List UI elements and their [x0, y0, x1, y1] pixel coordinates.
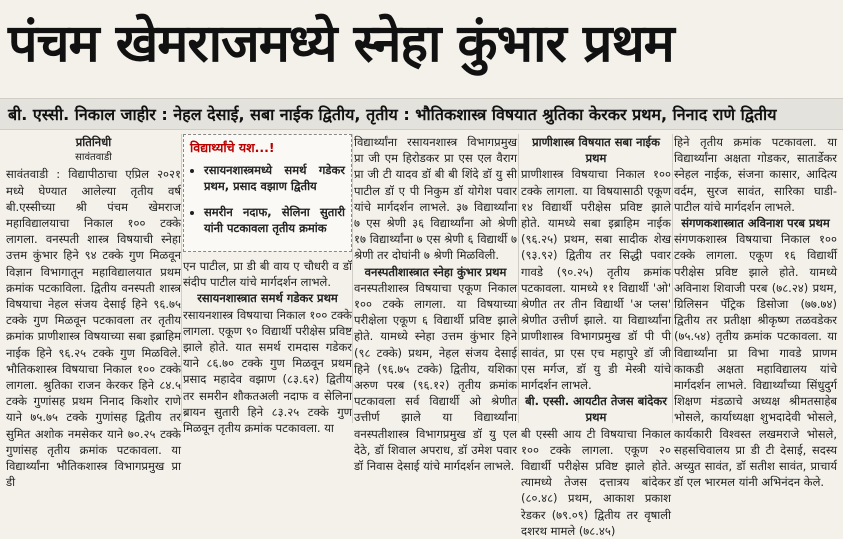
section-subheading: संगणकशास्त्रात अविनाश परब प्रथम: [681, 216, 830, 231]
article-paragraph: एन पाटील, प्रा डी बी वाय ए चौधरी व डॉ संदीप पाटील यांचे मार्गदर्शन लाभले.: [183, 259, 352, 290]
highlight-box-title: विद्यार्थ्यांचे यश...!: [190, 140, 275, 155]
headline: पंचम खेमराजमध्ये स्नेहा कुंभार प्रथम: [8, 14, 674, 74]
column-divider: [672, 134, 673, 423]
subheadline: बी. एस्सी. निकाल जाहीर : नेहल देसाई, सबा नाईक द्वितीय, तृतीय : भौतिकशास्त्र विषयात श्रुतिका केरकर प्रथम, निनाद राणे द्वितीय: [0, 98, 843, 130]
column-divider: [181, 134, 182, 423]
section-subheading: रसायनशास्त्रात समर्थ गडेकर प्रथम: [197, 291, 338, 306]
column-divider: [518, 134, 519, 423]
article-column-4: [521, 134, 671, 538]
column-divider: [352, 134, 353, 423]
byline-title: प्रतिनिधी: [75, 135, 112, 149]
article-column-1: [6, 134, 181, 490]
article-paragraph: बी एस्सी आय टी विषयाचा निकाल १०० टक्के लागला. एकूण २० विद्यार्थी परीक्षेस प्रविष्ट झाले होते. त्यामध्ये तेजस दत्तात्रय बांदेकर (८०.४८) प्रथम, आकाश प्रकाश रेडकर (७९.०९) द्वितीय तर वृषाली दशरथ मामले (७८.४५): [521, 426, 671, 538]
highlight-item: • रसायनशास्त्रमध्ये समर्थ गडेकर प्रथम, प्रसाद वझाण द्वितीय: [204, 162, 345, 194]
article-paragraph: संगणकशास्त्र विषयाचा निकाल १०० टक्के लागला. एकूण १६ विद्यार्थी परीक्षेस प्रविष्ट झाले होते. यामध्ये अविनाश शिवाजी परब (७८.२४) प्रथम, ग्रिलिसन पॅट्रिक डिसोजा (७७.७४) द्वितीय तर प्रतीक्षा श्रीकृष्ण तळवडेकर (७५.५४) तृतीय क्रमांक पटकावला. या विद्यार्थ्यांना प्रा विभा गावडे प्राणम काकडी अक्षता महाविद्यालय यांचे मार्गदर्शन लाभले. विद्यार्थ्यांच्या सिंधुदुर्ग शिक्षण मंडळाचे अध्यक्ष श्रीमतसाहेब भोसले, कार्याध्यक्षा शुभदादेवी भोसले, कार्यकारी विश्वस्त लखमराजे भोसले, सहसचिवालय प्रा डी टी देसाई, सदस्य अच्युत सावंत, डॉ सतीश सावंत, प्राचार्य डॉ एल भारमल यांनी अभिनंदन केले.: [674, 232, 837, 490]
article-paragraph: प्राणीशास्त्र विषयाचा निकाल १०० टक्के लागला. या विषयासाठी एकूण १४ विद्यार्थी परीक्षेस प्रविष्ट झाले होते. यामध्ये सबा इब्राहिम नाईक (९६.२५) प्रथम, सबा सादीक शेख (९३.९२) द्वितीय तर सिद्धी पवार गावडे (९०.२५) तृतीय क्रमांक पटकावला. यामध्ये ११ विद्यार्थी 'ओ' श्रेणीत तर तीन विद्यार्थी 'अ प्लस' श्रेणीत उत्तीर्ण झाले. या विद्यार्थ्यांना प्राणीशास्त्र विभागप्रमुख डॉ पी पी सावंत, प्रा एस एच महापुरे डॉ जी एस मर्गज, डॉ यु डी मेस्त्री यांचे मार्गदर्शन लाभले.: [521, 167, 671, 393]
section-subheading: वनस्पतीशास्त्रात स्नेहा कुंभार प्रथम: [364, 264, 507, 279]
article-column-3: [354, 134, 517, 474]
article-paragraph: रसायनशास्त्र विषयाचा निकाल १०० टक्के लागला. एकूण ९० विद्यार्थी परीक्षेस प्रविष्ट झाले होते. यात समर्थ रामदास गडेकर याने ८६.७० टक्के गुण मिळवून प्रथम प्रसाद महादेव वझाण (८३.६२) द्वितीय तर समरीन शौकतअली नदाफ व सेलिना ब्रायन सुतारी हिने ८३.२५ टक्के गुण मिळवून तृतीय क्रमांक पटकावला. या: [183, 307, 352, 436]
highlight-item: • समरीन नदाफ, सेलिना सुतारी यांनी पटकावला तृतीय क्रमांक: [204, 204, 345, 236]
article-paragraph: सावंतवाडी : विद्यापीठाचा एप्रिल २०२१ मध्ये घेण्यात आलेल्या तृतीय वर्ष बी.एस्सीच्या श्री पंचम खेमराज महाविद्यालयाचा निकाल १०० टक्के लागला. वनस्पती शास्त्र विषयाची स्नेहा उत्तम कुंभार हिने ९४ टक्के गुण मिळवून विज्ञान विभागातून महाविद्यालयात प्रथम क्रमांक पटकाविला. द्वितीय वनस्पती शास्त्र विषयाचा नेहल संजय देसाई हिने ९६.७५ टक्के गुण मिळवून पटकावला तर तृतीय क्रमांक प्राणीशास्त्र विषयाच्या सबा इब्राहिम नाईक हिने ९६.२५ टक्के गुण मिळविले. भौतिकशास्त्र विषयाचा निकाल १०० टक्के लागला. श्रुतिका राजन केरकर हिने ८४.५ टक्के गुणांसह प्रथम निनाद किशोर राणे याने ७५.७५ टक्के गुणांसह द्वितीय तर सुमित अशोक नमसेकर याने ७०.२५ टक्के गुणांसह तृतीय क्रमांक पटकावला. या विद्यार्थ्यांना भौतिकशास्त्र विभागप्रमुख प्रा डी: [6, 167, 181, 490]
article-paragraph: हिने तृतीय क्रमांक पटकावला. या विद्यार्थ्यांना अक्षता गोडकर, सातार्डेकर स्नेहल नाईक, संजना कासार, आदित्य वर्दम, सुरज सावंत, सारिका घाडी-पाटील यांचे मार्गदर्शन लाभले.: [674, 135, 837, 214]
byline-place: सावंतवाडी: [75, 152, 112, 164]
section-subheading: बी. एस्सी. आयटीत तेजस बांदेकर प्रथम: [525, 394, 667, 425]
article-paragraph: वनस्पतीशास्त्र विषयाचा एकूण निकाल १०० टक्के लागला. या विषयाच्या परीक्षेला एकूण ६ विद्यार्थी प्रविष्ट झाले होते. यामध्ये स्नेहा उत्तम कुंभार हिने (९८ टक्के) प्रथम, नेहल संजय देसाई हिने (९६.७५ टक्के) द्वितीय, यशिका अरुण परब (९६.१२) तृतीय क्रमांक पटकावला सर्व विद्यार्थी ओ श्रेणीत उत्तीर्ण झाले या विद्यार्थ्यांना वनस्पतीशास्त्र विभागप्रमुख डॉ यु एल देठे, डॉ शिवाल अपराध, डॉ उमेश पवार डॉ निवास देसाई यांचे मार्गदर्शन लाभले.: [354, 280, 517, 474]
highlight-box: [183, 134, 352, 252]
article-column-5: [674, 134, 837, 490]
article-paragraph: विद्यार्थ्यांना रसायनशास्त्र विभागप्रमुख प्रा जी एम हिरोडकर प्रा एस एल वैराग प्रा जी टी यादव डॉ बी बी शिंदे डॉ यु सी पाटील डॉ ए पी निकुम डॉ योगेश पवार यांचे मार्गदर्शन लाभले. ३७ विद्यार्थ्यांना ७ एस श्रेणी ३६ विद्यार्थ्यांना ओ श्रेणी १७ विद्यार्थ्यांना ७ एस श्रेणी ६ विद्यार्थी ७ श्रेणी तर दोघांनी ७ श्रेणी मिळविली.: [354, 135, 517, 263]
section-subheading: प्राणीशास्त्र विषयात सबा नाईक प्रथम: [532, 135, 660, 166]
article-column-2: [183, 134, 352, 436]
